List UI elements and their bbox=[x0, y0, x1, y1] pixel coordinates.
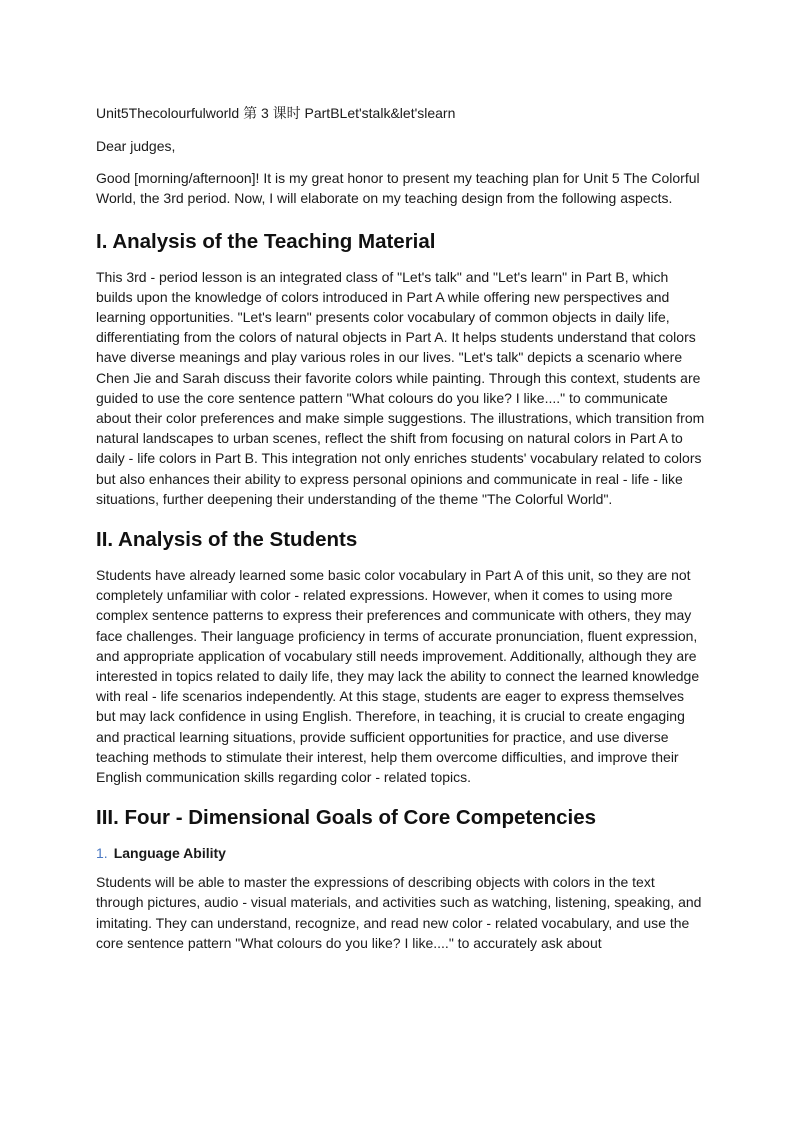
document-page bbox=[96, 104, 706, 971]
section-body: Students will be able to master the expressions of describing objects with colors in the text through pictures, audio - visual materials, and activities such as watching, listening, speaking, and imitating. They can understand, recognize, and read new color - related vocabulary, and use the core sentence pattern "What colours do you like? I like...." to accurately ask about bbox=[96, 874, 702, 951]
subheading-language-ability bbox=[96, 843, 706, 863]
section-heading: III. Four - Dimensional Goals of Core Competencies bbox=[96, 806, 597, 830]
subheading-label: Language Ability bbox=[113, 845, 226, 862]
section-body: This 3rd - period lesson is an integrated class of "Let's talk" and "Let's learn" in Part B, which builds upon the knowledge of colors introduced in Part A while offering new perspectives and learning opportunities. "Let's learn" presents color vocabulary of common objects in daily life, differentiating from the colors of natural objects in Part A. It helps students understand that colors have diverse meanings and play various roles in our lives. "Let's talk" depicts a scenario where Chen Jie and Sarah discuss their favorite colors while painting. Through this context, students are guided to use the core sentence pattern "What colours do you like? I like...." to communicate about their color preferences and make simple suggestions. The illustrations, which transition from natural landscapes to urban scenes, reflect the shift from focusing on natural colors in Part A to daily - life colors in Part B. This integration not only enriches students' vocabulary related to colors but also enhances their ability to express personal opinions and communicate in real - life - like situations, further deepening their understanding of the theme "The Colorful World". bbox=[96, 268, 705, 507]
section-core-competencies bbox=[96, 805, 706, 953]
section-body: Students have already learned some basic color vocabulary in Part A of this unit, so they are not completely unfamiliar with color - related expressions. However, when it comes to using more complex sentence patterns to express their preferences and communicate with others, they may face challenges. Their language proficiency in terms of accurate pronunciation, fluent expression, and appropriate application of vocabulary still needs improvement. Additionally, although they are interested in topics related to daily life, they may lack the ability to connect the learned knowledge with real - life scenarios independently. At this stage, students are eager to express themselves but may lack confidence in using English. Therefore, in teaching, it is crucial to create engaging and practical learning situations, provide sufficient opportunities for practice, and use diverse teaching methods to stimulate their interest, help them overcome difficulties, and improve their English communication skills regarding color - related topics. bbox=[96, 567, 700, 786]
section-teaching-material bbox=[96, 229, 706, 509]
intro-paragraph: Good [morning/afternoon]! It is my great honor to present my teaching plan for Unit 5 The Colorful World, the 3rd period. Now, I will elaborate on my teaching design from the following aspects. bbox=[96, 170, 700, 207]
greeting: Dear judges, bbox=[96, 138, 176, 154]
section-heading: II. Analysis of the Students bbox=[96, 528, 358, 552]
document-title: Unit5Thecolourfulworld 第 3 课时 PartBLet'stalk&let'slearn bbox=[96, 105, 456, 121]
list-number: 1. bbox=[96, 845, 108, 862]
section-students bbox=[96, 527, 706, 787]
section-heading: I. Analysis of the Teaching Material bbox=[96, 229, 436, 253]
